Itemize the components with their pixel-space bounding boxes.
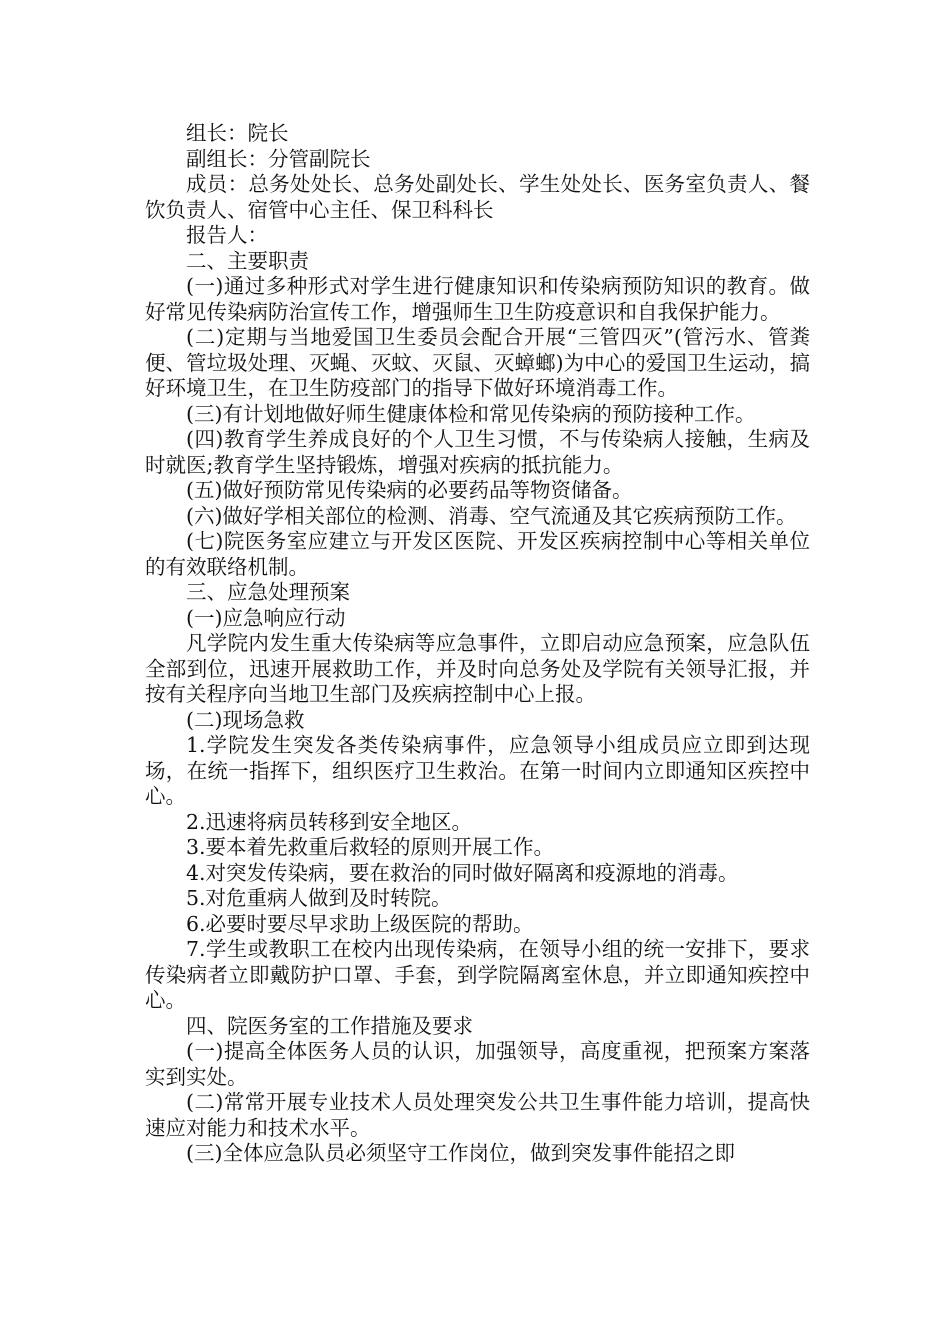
paragraph-members: 成员：总务处处长、总务处副处长、学生处处长、医务室负责人、餐饮负责人、宿管中心主任、保卫科科长 xyxy=(145,172,810,222)
paragraph-emergency-response: 凡学院内发生重大传染病等应急事件，立即启动应急预案，应急队伍全部到位，迅速开展救助工作，并及时向总务处及学院有关领导汇报，并按有关程序向当地卫生部门及疾病控制中心上报。 xyxy=(145,631,810,706)
paragraph-rescue-6: 6.必要时要尽早求助上级医院的帮助。 xyxy=(186,911,534,936)
section-heading-clinic-measures: 四、院医务室的工作措施及要求 xyxy=(186,1013,473,1038)
paragraph-measure-1: (一)提高全体医务人员的认识，加强领导，高度重视，把预案方案落实到实处。 xyxy=(145,1039,810,1089)
paragraph-duty-2: (二)定期与当地爱国卫生委员会配合开展“三管四灭”(管污水、管粪便、管垃圾处理、灭蝇、灭蚊、灭鼠、灭蟑螂)为中心的爱国卫生运动，搞好环境卫生，在卫生防疫部门的指导下做好环境消毒工作。 xyxy=(145,325,810,400)
paragraph-deputy-leader: 副组长：分管副院长 xyxy=(186,146,371,171)
paragraph-measure-3: (三)全体应急队员必须坚守工作岗位，做到突发事件能招之即 xyxy=(186,1141,735,1165)
paragraph-duty-3: (三)有计划地做好师生健康体检和常见传染病的预防接种工作。 xyxy=(186,401,756,426)
paragraph-duty-5: (五)做好预防常见传染病的必要药品等物资储备。 xyxy=(186,478,633,502)
paragraph-rescue-2: 2.迅速将病员转移到安全地区。 xyxy=(186,809,473,834)
paragraph-duty-7: (七)院医务室应建立与开发区医院、开发区疾病控制中心等相关单位的有效联络机制。 xyxy=(145,529,810,579)
subheading-emergency-response: (一)应急响应行动 xyxy=(186,605,346,630)
paragraph-rescue-4: 4.对突发传染病，要在救治的同时做好隔离和疫源地的消毒。 xyxy=(186,860,739,885)
section-heading-emergency-plan: 三、应急处理预案 xyxy=(186,580,350,604)
subheading-onsite-rescue: (二)现场急救 xyxy=(186,707,305,732)
paragraph-rescue-3: 3.要本着先救重后救轻的原则开展工作。 xyxy=(186,835,555,859)
paragraph-reporter: 报告人： xyxy=(186,223,268,247)
paragraph-duty-1: (一)通过多种形式对学生进行健康知识和传染病预防知识的教育。做好常见传染病防治宣传工作，增强师生卫生防疫意识和自我保护能力。 xyxy=(145,274,810,324)
paragraph-duty-4: (四)教育学生养成良好的个人卫生习惯，不与传染病人接触，生病及时就医;教育学生坚持锻炼，增强对疾病的抵抗能力。 xyxy=(145,427,810,477)
paragraph-measure-2: (二)常常开展专业技术人员处理突发公共卫生事件能力培训，提高快速应对能力和技术水平。 xyxy=(145,1090,810,1140)
paragraph-rescue-7: 7.学生或教职工在校内出现传染病，在领导小组的统一安排下，要求传染病者立即戴防护口罩、手套，到学院隔离室休息，并立即通知疾控中心。 xyxy=(145,937,810,1012)
section-heading-main-duties: 二、主要职责 xyxy=(186,248,309,273)
paragraph-team-leader: 组长：院长 xyxy=(186,121,289,145)
document-page xyxy=(145,121,810,1167)
paragraph-rescue-5: 5.对危重病人做到及时转院。 xyxy=(186,886,452,910)
paragraph-duty-6: (六)做好学相关部位的检测、消毒、空气流通及其它疾病预防工作。 xyxy=(186,503,797,528)
paragraph-rescue-1: 1.学院发生突发各类传染病事件，应急领导小组成员应立即到达现场，在统一指挥下，组织医疗卫生救治。在第一时间内立即通知区疾控中心。 xyxy=(145,733,810,808)
